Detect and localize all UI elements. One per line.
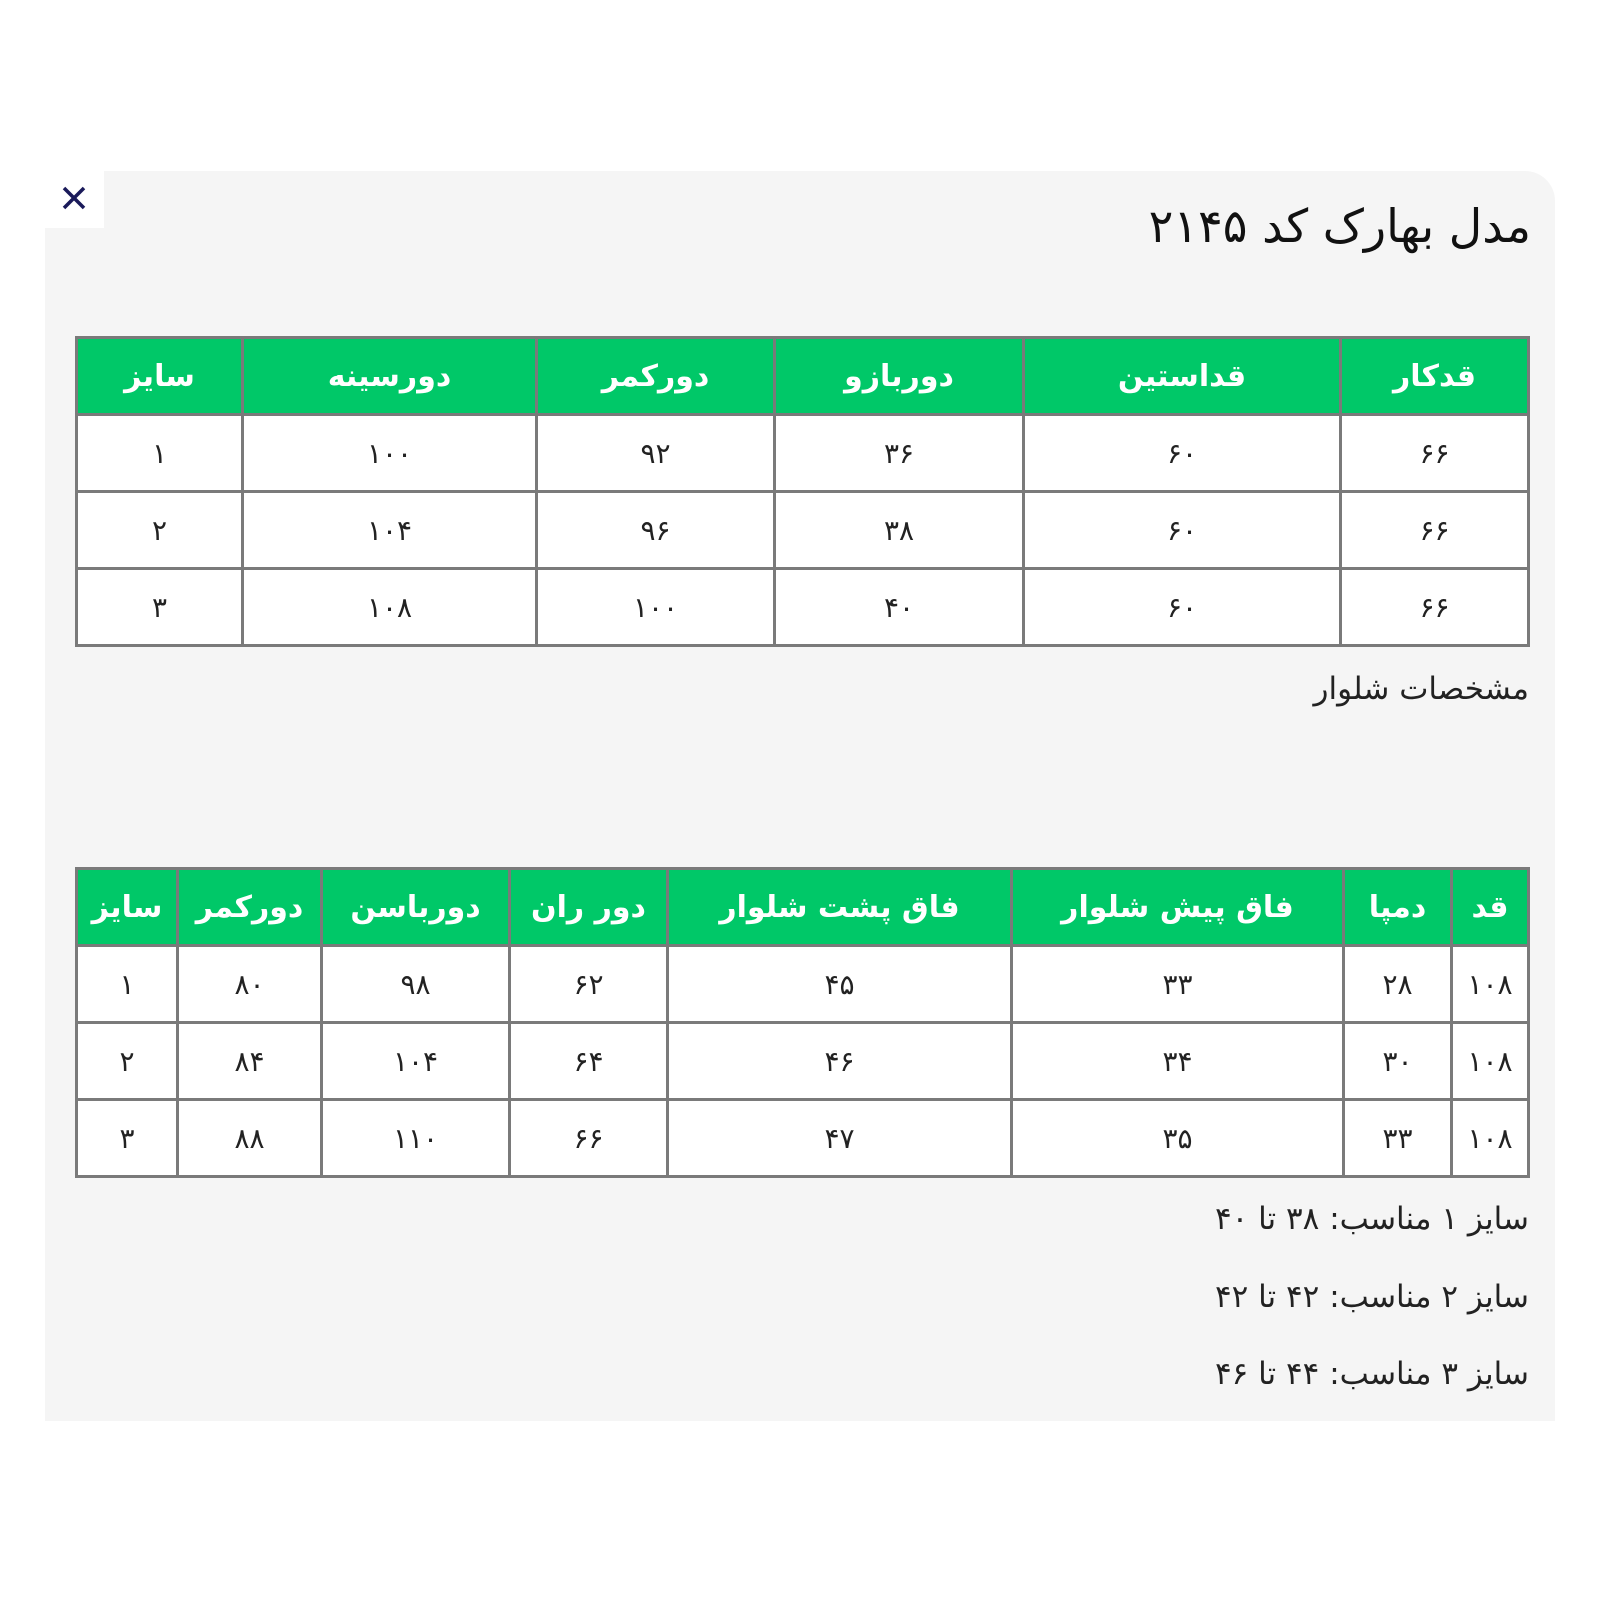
header-size: سایز xyxy=(77,869,178,946)
table-cell: ۶۲ xyxy=(510,946,668,1023)
header-front-rise: فاق پیش شلوار xyxy=(1012,869,1344,946)
header-arm: دوربازو xyxy=(775,338,1024,415)
top-size-table xyxy=(75,336,1530,647)
table-cell: ۸۰ xyxy=(178,946,322,1023)
table-cell: ۴۰ xyxy=(775,569,1024,646)
header-back-rise: فاق پشت شلوار xyxy=(668,869,1012,946)
size-guide-panel xyxy=(45,171,1555,1421)
header-thigh: دور ران xyxy=(510,869,668,946)
table-cell: ۸۸ xyxy=(178,1100,322,1177)
table-cell: ۴۶ xyxy=(668,1023,1012,1100)
table-cell: ۱۰۸ xyxy=(1452,1023,1529,1100)
table-cell: ۶۰ xyxy=(1024,492,1341,569)
table-cell: ۳ xyxy=(77,1100,178,1177)
header-hem: دمپا xyxy=(1344,869,1452,946)
table-cell: ۹۲ xyxy=(537,415,775,492)
table-cell: ۳۴ xyxy=(1012,1023,1344,1100)
header-waist: دورکمر xyxy=(537,338,775,415)
header-waist: دورکمر xyxy=(178,869,322,946)
table-cell: ۱۰۴ xyxy=(243,492,537,569)
header-length: قدکار xyxy=(1341,338,1529,415)
pants-size-table xyxy=(75,867,1530,1178)
table-row xyxy=(77,415,1529,492)
table-cell: ۱۰۸ xyxy=(1452,946,1529,1023)
table-cell: ۱۰۰ xyxy=(537,569,775,646)
table-row xyxy=(77,569,1529,646)
table-cell: ۶۶ xyxy=(1341,415,1529,492)
size-note-1: سایز ۱ مناسب: ۳۸ تا ۴۰ xyxy=(1214,1201,1529,1237)
table-cell: ۲ xyxy=(77,492,243,569)
table-cell: ۳۰ xyxy=(1344,1023,1452,1100)
table-cell: ۶۰ xyxy=(1024,415,1341,492)
pants-specs-label: مشخصات شلوار xyxy=(1313,671,1529,707)
table-cell: ۱ xyxy=(77,946,178,1023)
table-cell: ۳ xyxy=(77,569,243,646)
size-note-3: سایز ۳ مناسب: ۴۴ تا ۴۶ xyxy=(1214,1356,1529,1392)
table-cell: ۱۰۸ xyxy=(1452,1100,1529,1177)
table-row xyxy=(77,492,1529,569)
table-row xyxy=(77,1100,1529,1177)
table-cell: ۸۴ xyxy=(178,1023,322,1100)
table-row xyxy=(77,946,1529,1023)
table-cell: ۱۰۰ xyxy=(243,415,537,492)
table-cell: ۳۸ xyxy=(775,492,1024,569)
table-cell: ۲ xyxy=(77,1023,178,1100)
table-cell: ۳۶ xyxy=(775,415,1024,492)
table-cell: ۴۷ xyxy=(668,1100,1012,1177)
table-cell: ۱ xyxy=(77,415,243,492)
table-cell: ۲۸ xyxy=(1344,946,1452,1023)
table-cell: ۹۶ xyxy=(537,492,775,569)
table-cell: ۳۳ xyxy=(1012,946,1344,1023)
table-cell: ۶۶ xyxy=(510,1100,668,1177)
table-cell: ۶۰ xyxy=(1024,569,1341,646)
table-cell: ۳۳ xyxy=(1344,1100,1452,1177)
table-header-row xyxy=(77,869,1529,946)
header-chest: دورسینه xyxy=(243,338,537,415)
product-title: مدل بهارک کد ۲۱۴۵ xyxy=(1148,199,1531,253)
header-hip: دورباسن xyxy=(322,869,510,946)
header-sleeve-length: قداستین xyxy=(1024,338,1341,415)
table-cell: ۶۶ xyxy=(1341,569,1529,646)
header-size: سایز xyxy=(77,338,243,415)
table-header-row xyxy=(77,338,1529,415)
table-cell: ۶۴ xyxy=(510,1023,668,1100)
size-note-2: سایز ۲ مناسب: ۴۲ تا ۴۲ xyxy=(1214,1279,1529,1315)
table-cell: ۴۵ xyxy=(668,946,1012,1023)
table-cell: ۶۶ xyxy=(1341,492,1529,569)
table-cell: ۹۸ xyxy=(322,946,510,1023)
table-cell: ۳۵ xyxy=(1012,1100,1344,1177)
table-row xyxy=(77,1023,1529,1100)
close-icon xyxy=(59,183,89,213)
table-cell: ۱۰۴ xyxy=(322,1023,510,1100)
header-length: قد xyxy=(1452,869,1529,946)
table-cell: ۱۱۰ xyxy=(322,1100,510,1177)
table-cell: ۱۰۸ xyxy=(243,569,537,646)
close-button[interactable] xyxy=(44,168,104,228)
